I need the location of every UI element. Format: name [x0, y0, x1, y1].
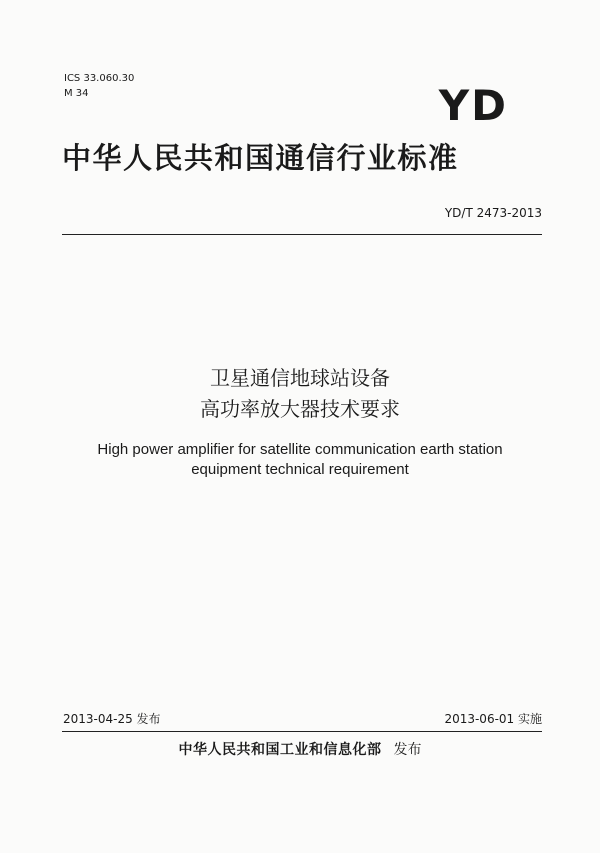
doc-title-en-line1: High power amplifier for satellite communication earth station — [97, 441, 503, 458]
doc-title-cn-line1: 卫星通信地球站设备 — [210, 366, 390, 390]
publisher-line — [0, 741, 600, 759]
footer-divider — [62, 731, 542, 732]
implementation-date: 2013-06-01 实施 — [444, 712, 542, 726]
classification-code: M 34 — [64, 88, 89, 99]
doc-title-cn-line2: 高功率放大器技术要求 — [200, 397, 400, 421]
standard-title: 中华人民共和国通信行业标准 — [62, 141, 459, 175]
standard-number: YD/T 2473-2013 — [444, 206, 542, 220]
ics-code: ICS 33.060.30 — [64, 73, 135, 84]
publish-label: 发布 — [393, 742, 422, 758]
issue-date: 2013-04-25 发布 — [63, 712, 161, 726]
yd-logo: YD — [438, 81, 508, 130]
publisher-name: 中华人民共和国工业和信息化部 — [178, 742, 382, 758]
header-divider — [62, 234, 542, 235]
doc-title-en-line2: equipment technical requirement — [191, 461, 409, 478]
